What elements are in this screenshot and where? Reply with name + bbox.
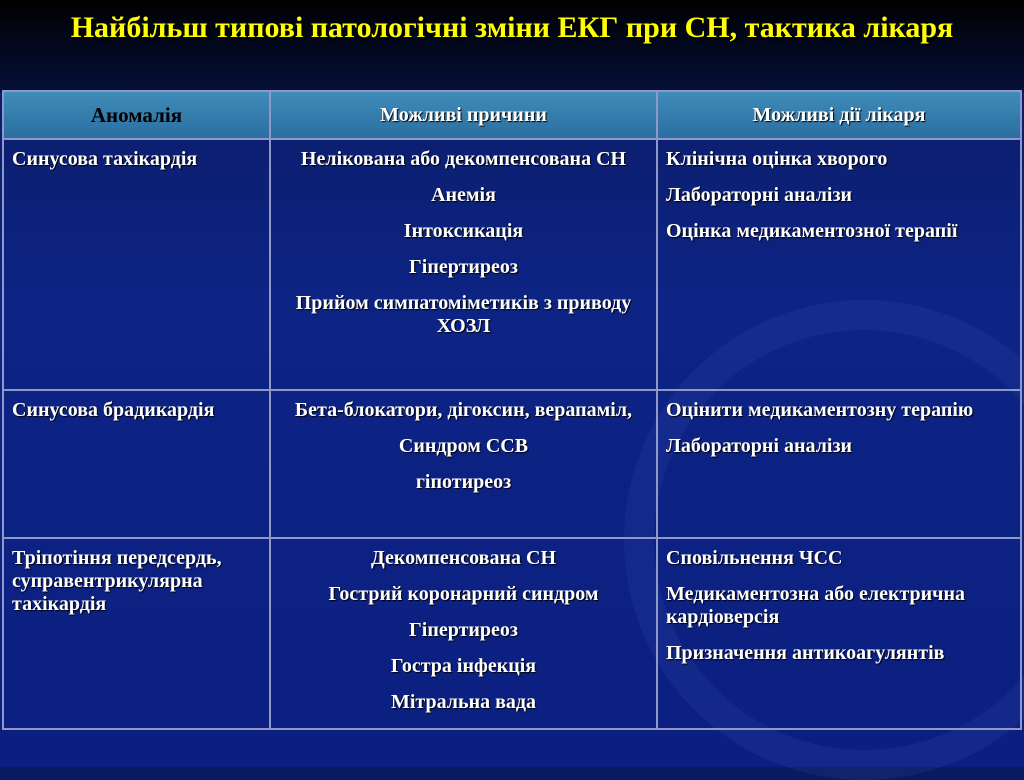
cause-item: Гіпертиреоз: [409, 619, 518, 642]
action-item: Призначення антикоагулянтів: [666, 642, 945, 665]
table-row: [3, 538, 1021, 729]
anomaly-text: Синусова брадикардія: [12, 399, 215, 422]
cause-item: гіпотиреоз: [415, 471, 512, 494]
cause-item: Гострий коронарний синдром: [328, 583, 599, 606]
action-item: Клінічна оцінка хворого: [666, 148, 888, 170]
actions-cell: [657, 390, 1021, 538]
causes-cell: [270, 390, 657, 538]
ecg-table: [2, 90, 1022, 730]
action-item: Лабораторні аналізи: [666, 435, 853, 458]
cause-item: Нелікована або декомпенсована СН: [300, 148, 627, 170]
cause-item: Бета-блокатори, дігоксин, верапаміл,: [294, 399, 633, 422]
anomaly-cell: [3, 390, 270, 538]
cause-item: Гостра інфекція: [390, 655, 537, 678]
cause-item: Мітральна вада: [390, 691, 537, 714]
actions-cell: [657, 538, 1021, 729]
header-actions: Можливі дії лікаря: [657, 91, 1021, 139]
table-row: [3, 390, 1021, 538]
causes-cell: [270, 139, 657, 390]
action-item: Лабораторні аналізи: [666, 184, 853, 206]
cause-item: Прийом симпатоміметиків з приводу ХОЗЛ: [295, 292, 632, 337]
header-anomaly: Аномалія: [3, 91, 270, 139]
cause-item: Декомпенсована СН: [370, 547, 556, 570]
cause-item: Анемія: [431, 184, 496, 206]
cause-item: Інтоксикація: [403, 220, 524, 242]
table-header-row: [3, 91, 1021, 139]
action-item: Медикаментозна або електрична кардіоверсія: [666, 583, 965, 629]
anomaly-cell: [3, 538, 270, 729]
causes-cell: [270, 538, 657, 729]
cause-item: Гіпертиреоз: [409, 256, 518, 278]
table-row: [3, 139, 1021, 390]
slide-title: Найбільш типові патологічні зміни ЕКГ при СН, тактика лікаря: [70, 11, 954, 44]
action-item: Оцінка медикаментозної терапії: [666, 220, 958, 242]
action-item: Оцінити медикаментозну терапію: [666, 399, 974, 422]
anomaly-cell: [3, 139, 270, 390]
actions-cell: [657, 139, 1021, 390]
cause-item: Синдром ССВ: [398, 435, 529, 458]
header-causes: Можливі причини: [270, 91, 657, 139]
action-item: Сповільнення ЧСС: [666, 547, 843, 570]
anomaly-text: Тріпотіння передсердь, суправентрикулярна тахікардія: [12, 547, 222, 616]
anomaly-text: Синусова тахікардія: [12, 148, 198, 170]
